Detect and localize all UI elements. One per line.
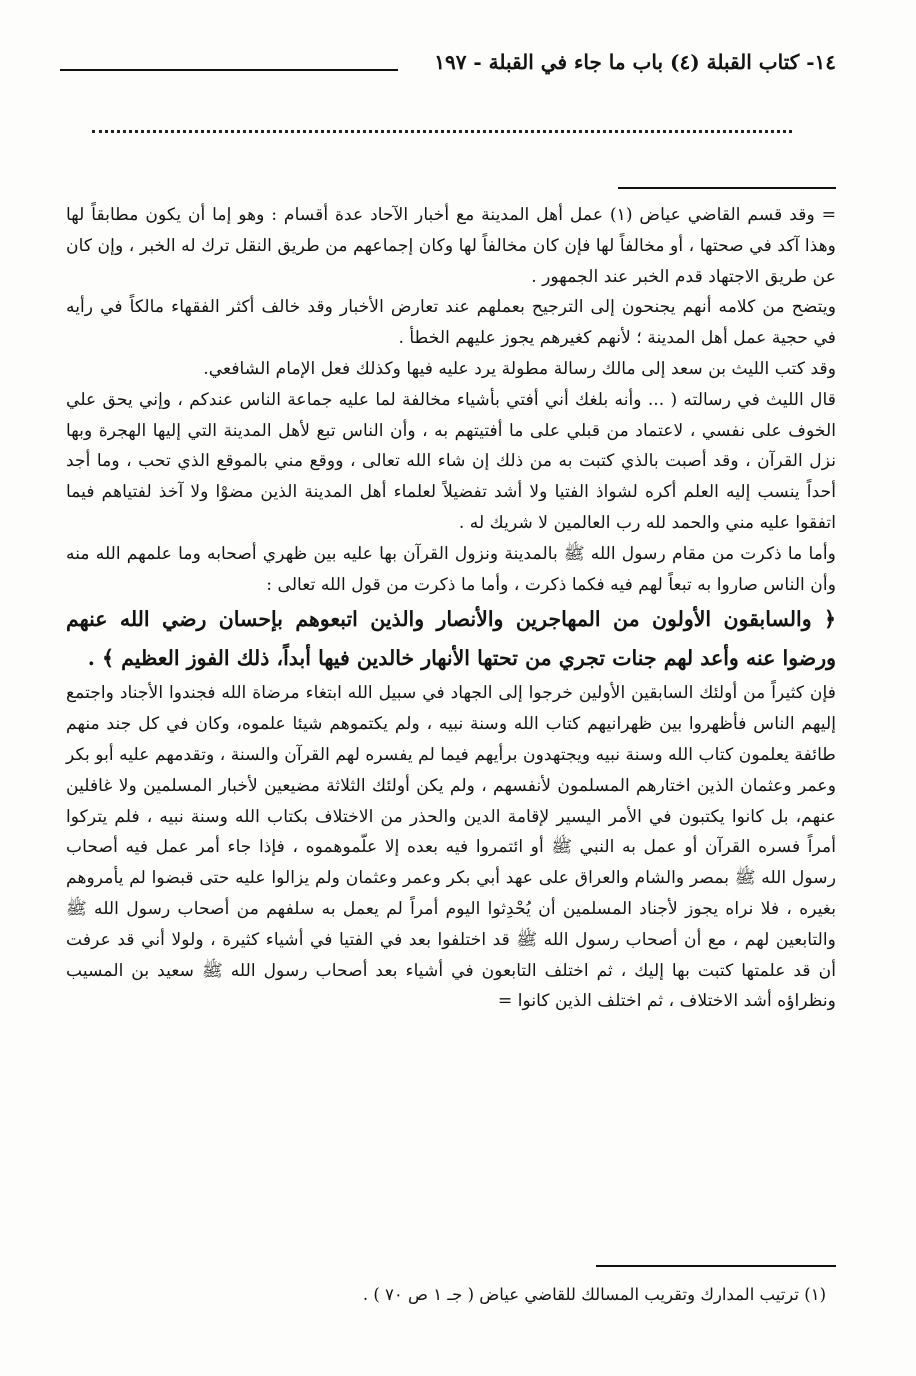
footnote-rule (596, 1265, 836, 1267)
quran-verse: ﴿ والسابقون الأولون من المهاجرين والأنصار والذين اتبعوهم بإحسان رضي الله عنهم ورضوا عنه وأعد لهم جنات تجري من تحتها الأنهار خالدين فيها أبداً، ذلك الفوز العظيم ﴾ . (66, 607, 836, 671)
paragraph: قال الليث في رسالته ( ... وأنه بلغك أني أفتي بأشياء مخالفة لما عليه جماعة الناس عندكم ، وإني يحق علي الخوف على نفسي ، لاعتماد من قبلي على ما أفتيتهم به ، وأن الناس تبع لأهل المدينة التي إليها الهجرة وبها نزل القرآن ، وقد أصبت بالذي كتبت به من ذلك إن شاء الله تعالى ، ووقع مني بالموقع الذي تحب ، وما أجد أحداً ينسب إليه العلم أكره لشواذ الفتيا ولا أشد تفضيلاً لعلماء أهل المدينة الذين مضوْا ولا آخذ لفتياهم فيما اتفقوا عليه مني والحمد لله رب العالمين لا شريك له . (66, 389, 836, 533)
footnote: (١) ترتيب المدارك وتقريب المسالك للقاضي عياض ( جـ ١ ص ٧٠ ) . (362, 1285, 826, 1304)
paragraph: فإن كثيراً من أولئك السابقين الأولين خرجوا إلى الجهاد في سبيل الله ابتغاء مرضاة الله فجندوا الأجناد واجتمع إليهم الناس فأظهروا بين ظهرانيهم كتاب الله وسنة نبيه ، ولم يكتموهم شيئا علموه، وكان في كل جند منهم طائفة يعلمون كتاب الله وسنة نبيه ويجتهدون برأيهم فيما لم يفسره لهم القرآن والسنة ، وتقدمهم عليه أبو بكر وعمر وعثمان الذين اختارهم المسلمون لأنفسهم ، ولم يكن أولئك الثلاثة مضيعين لأخبار المسلمين ولا غافلين عنهم، بل كانوا يكتبون في الأمر اليسير لإقامة الدين والحذر من الاختلاف بكتاب الله وسنة نبيه ، فلم يتركوا أمراً فسره القرآن أو عمل به النبي ﷺ أو ائتمروا فيه بعده إلا علّموهموه ، فإذا جاء أمر عمل فيه أصحاب رسول الله ﷺ بمصر والشام والعراق على عهد أبي بكر وعمر وعثمان ولم يزالوا عليه حتى قبضوا لم يأمروهم بغيره ، فلا نراه يجوز لأجناد المسلمين أن يُحْدِثوا اليوم أمراً لم يعمل به سلفهم من أصحاب رسول الله ﷺ والتابعين لهم ، مع أن أصحاب رسول الله ﷺ قد اختلفوا بعد في الفتيا في أشياء كثيرة ، ولولا أني قد عرفت أن قد علمتها كتبت بها إليك ، ثم اختلف التابعون في أشياء بعد أصحاب رسول الله ﷺ سعيد بن المسيب ونظراؤه أشد الاختلاف ، ثم اختلف الذين كانوا = (66, 683, 836, 1012)
continuation-rule (618, 187, 836, 189)
main-text (66, 200, 836, 1017)
paragraph: ويتضح من كلامه أنهم يجنحون إلى الترجيح بعملهم عند تعارض الأخبار وقد خالف أكثر الفقهاء مالكاً في رأيه في حجية عمل أهل المدينة ؛ لأنهم كغيرهم يجوز عليهم الخطأ . (66, 297, 836, 349)
paragraph: وأما ما ذكرت من مقام رسول الله ﷺ بالمدينة ونزول القرآن بها عليه بين ظهري أصحابه وما علمهم الله منه وأن الناس صاروا به تبعاً لهم فيه فكما ذكرت ، وأما ما ذكرت من قول الله تعالى : (66, 543, 836, 595)
paragraph: = وقد قسم القاضي عياض (١) عمل أهل المدينة مع أخبار الآحاد عدة أقسام : وهو إما أن يكون مطابقاً لها وهذا آكد في صحتها ، أو مخالفاً لها فإن كان مخالفاً لها وكان إجماعهم من طريق النقل ترك له الخبر ، وإن كان عن طريق الاجتهاد قدم الخبر عند الجمهور . (66, 205, 836, 287)
paragraph: وقد كتب الليث بن سعد إلى مالك رسالة مطولة يرد عليه فيها وكذلك فعل الإمام الشافعي. (203, 358, 836, 379)
header-rule (60, 69, 398, 71)
running-title: ١٤- كتاب القبلة (٤) باب ما جاء في القبلة - ١٩٧ (434, 50, 836, 74)
dotted-separator (92, 130, 792, 145)
page-header (60, 44, 836, 84)
